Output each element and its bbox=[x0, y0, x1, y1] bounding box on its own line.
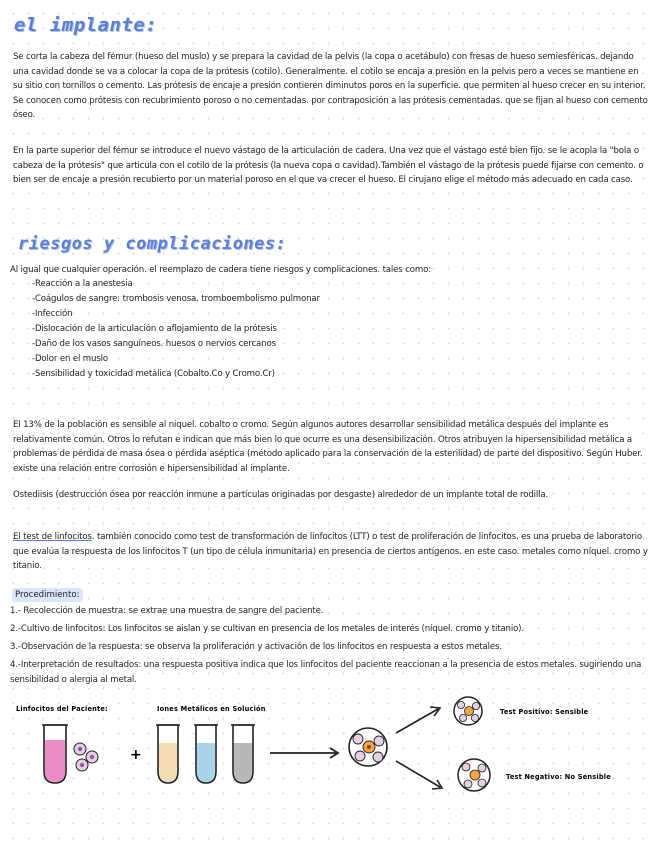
list-item: -Coágulos de sangre: trombosis venosa. tromboembolismo pulmonar bbox=[32, 294, 320, 304]
label-test-positivo: Test Positivo: Sensible bbox=[500, 708, 589, 716]
list-item: -Sensibilidad y toxicidad metálica (Cobalto.Co y Cromo.Cr) bbox=[32, 369, 275, 379]
positive-result-cell bbox=[454, 697, 482, 725]
patient-tube bbox=[42, 725, 68, 783]
list-item: -Reacción a la anestesia bbox=[32, 279, 133, 289]
ion-tube-blue bbox=[194, 725, 218, 783]
heading-riesgos: riesgos y complicaciones: bbox=[18, 234, 287, 254]
paragraph-test-linfocitos bbox=[13, 530, 649, 574]
lymphocyte-cells bbox=[74, 743, 98, 771]
arrow-to-positive bbox=[396, 707, 440, 733]
label-iones-metalicos: Iones Metálicos en Solución bbox=[157, 705, 266, 713]
paragraph-implante-1: Se corta la cabeza del fémur (hueso del muslo) y se prepara la cavidad de la pelvis (la copa o acetábulo) con fresas de hueso semiesféricas. dejando una cavidad donde se va a colocar la copa de la prótesis (cotilo). Generalmente. el cotilo se encaja a presión en la pelvis pero a veces se mantiene en su sitio con tornillos o cemento. Las prótesis de encaje a presión contieren diminutos poros en la superficie. que permiten al hueso crecer en su interior. Se conocen como prótesis con recubrimiento poroso o no cementadas. por contraposición a las prótesis cementadas. que se fijan al hueso con cemento óseo. bbox=[13, 52, 648, 121]
step-4: 4.-Interpretación de resultados: una respuesta positiva indica que los linfocitos del paciente reaccionan a la presencia de estos metales. sugiriendo una sensibilidad o alergia al metal. bbox=[10, 660, 642, 685]
ltt-diagram bbox=[0, 695, 656, 815]
procedimiento-label: Procedimiento: bbox=[12, 588, 83, 602]
plus-sign: + bbox=[130, 747, 142, 763]
culture-cell bbox=[349, 728, 387, 766]
label-linfocitos-paciente: Linfocitos del Paciente: bbox=[16, 705, 108, 713]
heading-el-implante: el implante: bbox=[14, 14, 158, 36]
riesgos-intro: Al igual que cualquier operación. el reemplazo de cadera tiene riesgos y complicaciones. tales como: bbox=[10, 265, 431, 275]
paragraph-osteolisis: Ostediisis (destrucción ósea por reacción inmune a partículas originadas por desgaste) alrededor de un implante total de rodilla. bbox=[13, 490, 549, 500]
arrow-to-culture bbox=[270, 748, 338, 758]
step-2: 2.-Cultivo de linfocitos: Los linfocitos se aislan y se cultivan en presencia de los metales de interés (níquel. cromo y titanio). bbox=[10, 624, 524, 634]
ion-tube-gray bbox=[231, 725, 255, 783]
test-linfocitos-term: El test de linfocitos bbox=[13, 532, 92, 542]
list-item: -Dolor en el muslo bbox=[32, 354, 108, 364]
list-item: -Dislocación de la articulación o aflojamiento de la prótesis bbox=[32, 324, 277, 334]
paragraph-sensibilidad: El 13% de la población es sensible al niquel. cobalto o cromo. Según algunos autores desarrollar sensibilidad metálica después del implante es relativamente común. Otros lo refutan e indican que más bien lo que ocurre es una desensibilización. Otros atribuyen la hipersensibilidad metálica a problemas de pérdida de masa ósea o pérdida aséptica (método aplicado para la conservación de la esterilidad) de parte del dispositivo. Según Huber. existe una relación entre corrosión e hipersensibilidad al implante. bbox=[13, 420, 643, 474]
label-test-negativo: Test Negativo: No Sensible bbox=[506, 773, 611, 781]
arrow-to-negative bbox=[396, 761, 442, 789]
ion-tube-beige bbox=[156, 725, 180, 783]
paragraph-implante-2: En la parte superior del fémur se introduce el nuevo vástago de la articulación de cadera. Una vez que el vástago esté bien fijo. se le acopla la "bola o cabeza de la prótesis" que articula con el cotilo de la prótesis (la nueva copa o cavidad).También el vástago de la prótesis puede fijarse con cemento. o bien ser de encaje a presión recubierto por un material poroso en el que va crecer el hueso. El cirujano elige el método más adecuado en cada caso. bbox=[13, 146, 644, 186]
list-item: -Daño de los vasos sanguíneos. huesos o nervios cercanos bbox=[32, 339, 276, 349]
negative-result-cell bbox=[458, 759, 490, 791]
step-3: 3.-Observación de la respuesta: se observa la proliferación y activación de los linfocitos en respuesta a estos metales. bbox=[10, 642, 502, 652]
step-1: 1.- Recolección de muestra: se extrae una muestra de sangre del paciente. bbox=[10, 606, 324, 616]
test-linfocitos-desc: . también conocido como test de transformación de linfocitos (LTT) o test de proliferación de linfocitos. es una prueba de laboratorio que evalúa la respuesta de los linfocitos T (un tipo de célula inmunitaria) en presencia de ciertos antígenos. en este caso. metales como níquel. cromo y titanio. bbox=[13, 532, 648, 572]
list-item: -Infección bbox=[32, 309, 73, 319]
ltt-diagram-svg bbox=[0, 695, 656, 815]
